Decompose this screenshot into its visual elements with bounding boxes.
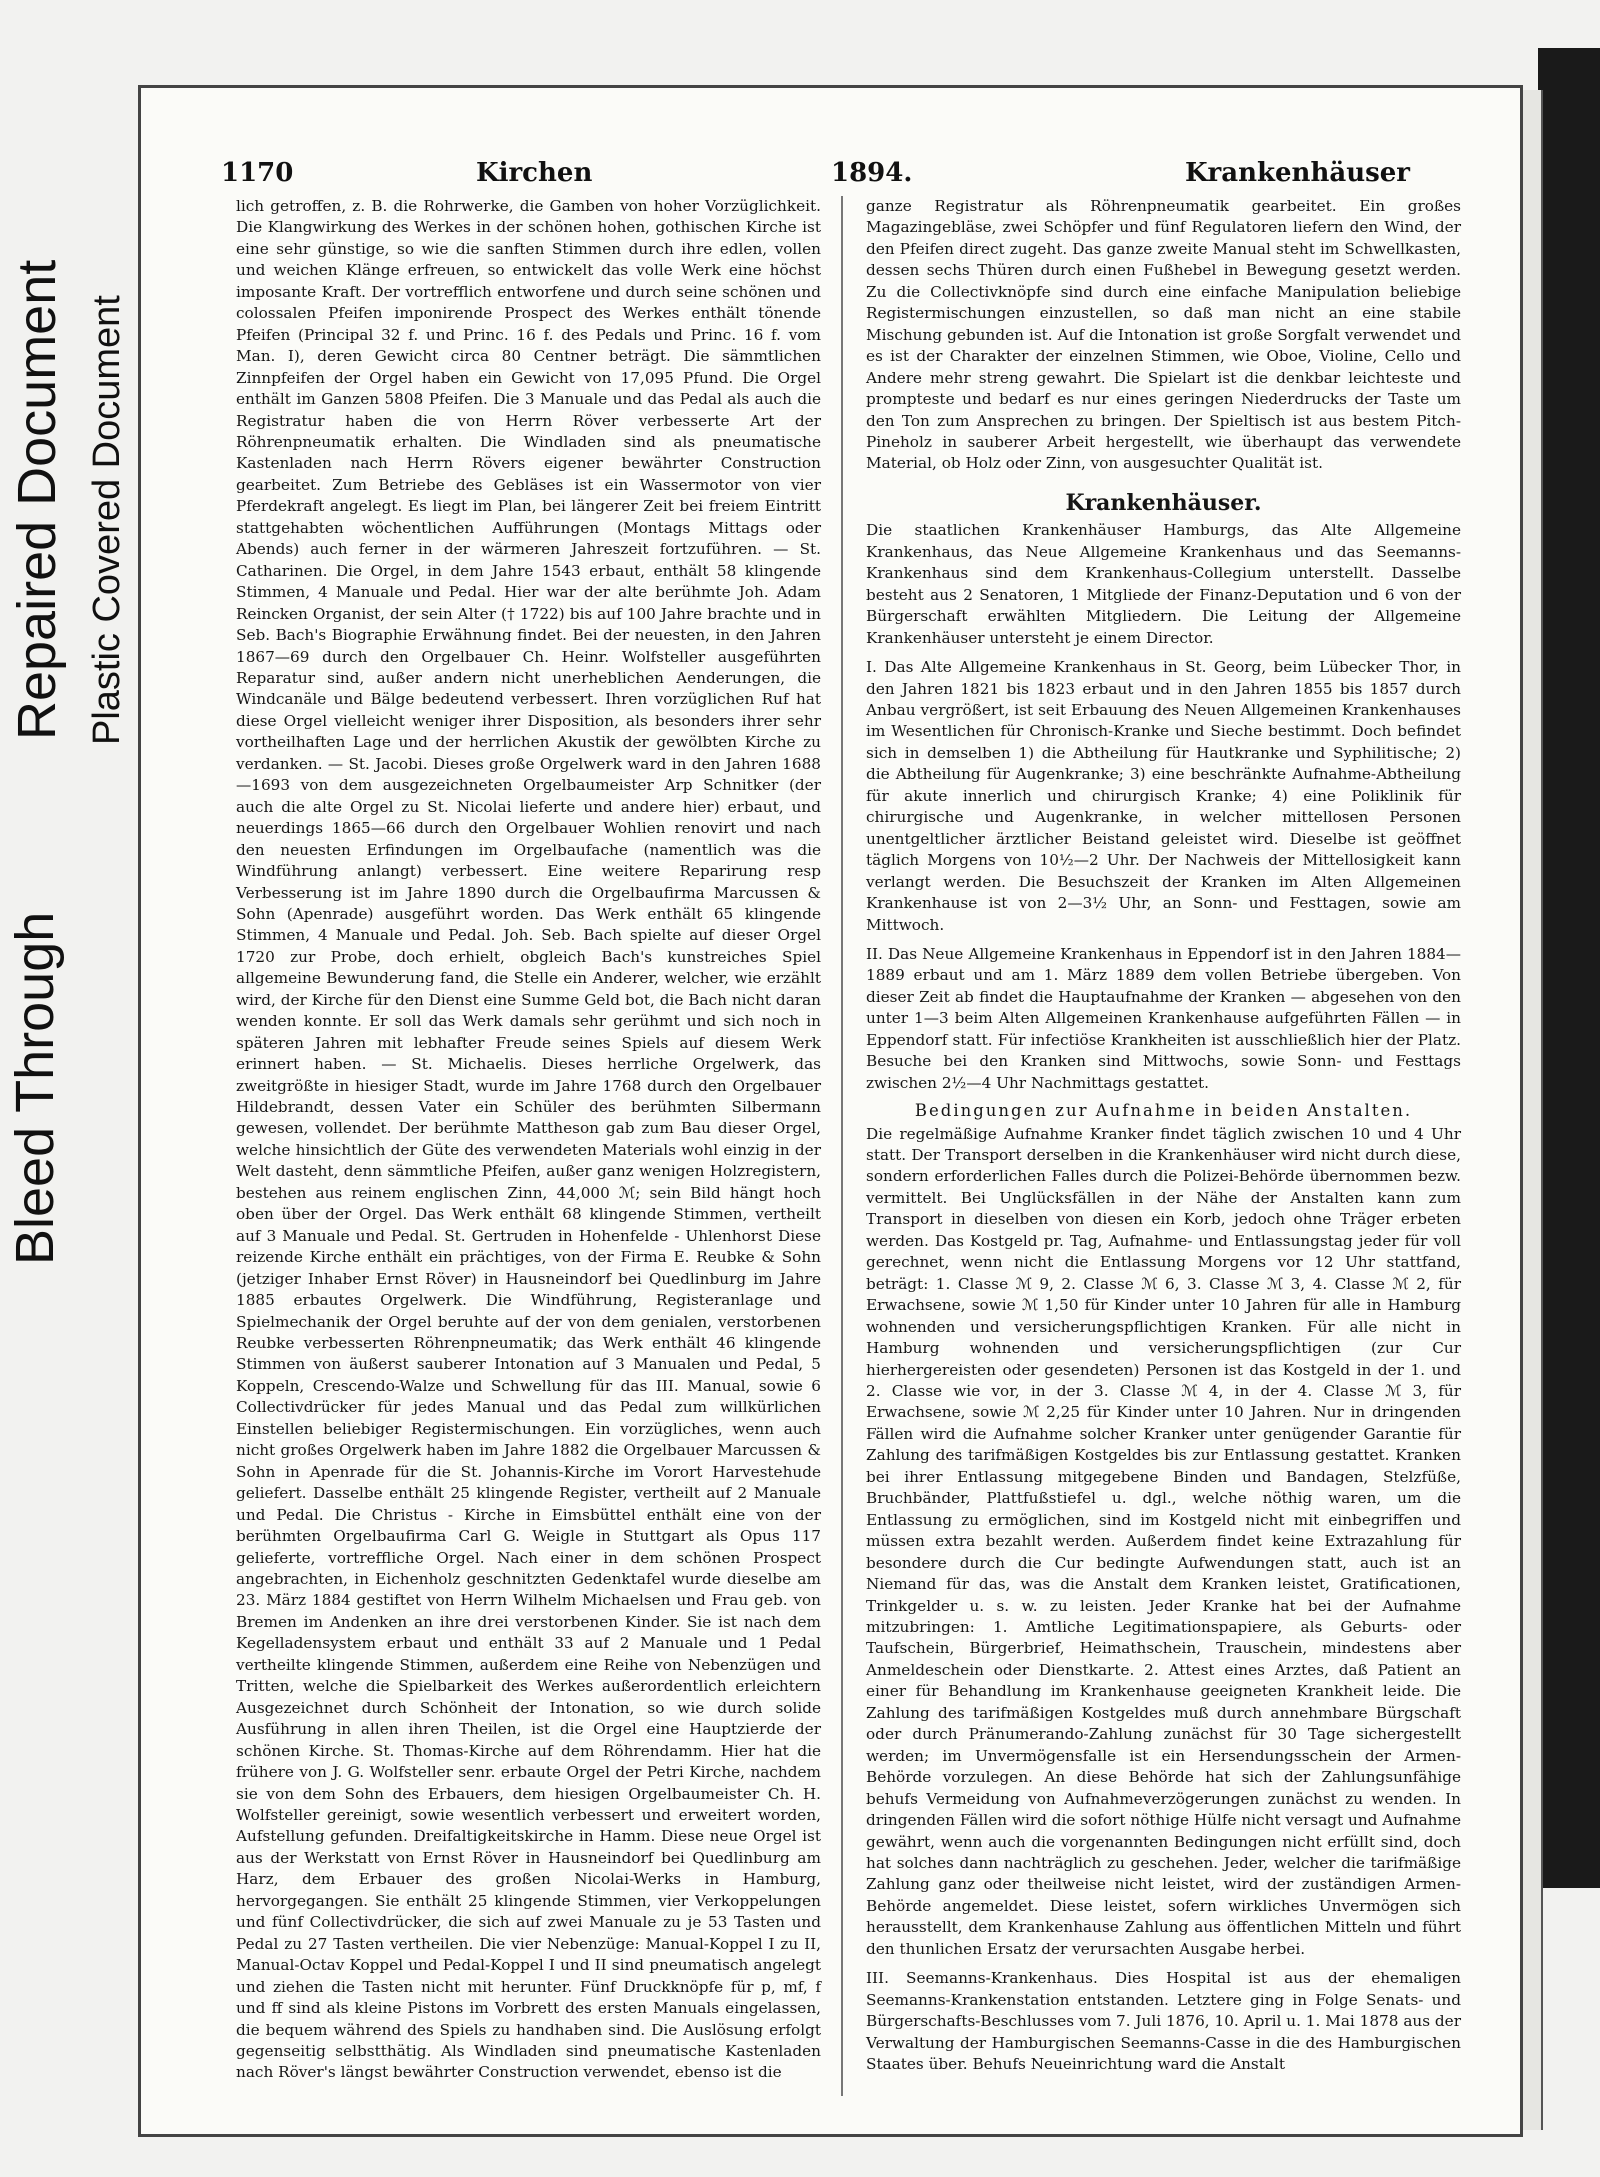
paragraph-seemanns: III. Seemanns-Krankenhaus. Dies Hospital ist aus der ehemaligen Seemanns-Krankenstation entstanden. Letztere ging in Folge Senats- und Bürgerschafts-Beschlusses vom 7. Juli 1876, 10. April u. 1. Mai 1878 aus der Verwaltung der Hamburgischen Seemanns-Casse in die des Hamburgischen Staates über. Behufs Neueinrichtung ward die Anstalt — [866, 1969, 1461, 2074]
left-column-text: lich getroffen, z. B. die Rohrwerke, die Gamben von hoher Vorzüglichkeit. Die Klangwirkung des Werkes in der schönen hohen, gothischen Kirche ist eine sehr günstige, so wie die sanften Stimmen durch ihre edlen, vollen und weichen Klänge erfreuen, so entwickelt das volle Werk eine höchst imposante Kraft. Der vortrefflich entworfene und durch seine schönen und colossalen Pfeifen imponirende Prospect des Werkes enthält tönende Pfeifen (Principal 32 f. und Princ. 16 f. des Pedals und Princ. 16 f. vom Man. I), deren Gewicht circa 80 Centner beträgt. Die sämmtlichen Zinnpfeifen der Orgel haben ein Gewicht von 17,095 Pfund. Die Orgel enthält im Ganzen 5808 Pfeifen. Die 3 Manuale und das Pedal als auch die Registratur haben die von Herrn Röver verbesserte Art der Röhrenpneumatik erhalten. Die Windladen sind als pneumatische Kastenladen nach Herrn Rövers eigener bewährter Construction gearbeitet. Zum Betriebe des Gebläses ist ein Wassermotor von vier Pferdekraft angelegt. Es liegt im Plan, bei längerer Zeit bei freiem Eintritt stattgehabten wöchentlichen Aufführungen (Montags Mittags oder Abends) auch ferner in der wärmeren Jahreszeit fortzuführen. — St. Catharinen. Die Orgel, in dem Jahre 1543 erbaut, enthält 58 klingende Stimmen, 4 Manuale und Pedal. Hier war der alte berühmte Joh. Adam Reincken Organist, der sein Alter († 1722) bis auf 100 Jahre brachte und in Seb. Bach's Biographie Erwähnung findet. Bei der neuesten, in den Jahren 1867—69 durch den Orgelbauer Ch. Heinr. Wolfsteller ausgeführten Reparatur sind, außer andern nicht unerheblichen Aenderungen, die Windcanäle und Bälge bedeutend verbessert. Ihren vorzüglichen Ruf hat diese Orgel vielleicht weniger ihrer Disposition, als besonders ihrer sehr vortheilhaften Lage und der herrlichen Akustik der gewölbten Kirche zu verdanken. — St. Jacobi. Dieses große Orgelwerk ward in den Jahren 1688—1693 von dem ausgezeichneten Orgelbaumeister Arp Schnitker (der auch die alte Orgel zu St. Nicolai lieferte und andere hier) erbaut, und neuerdings 1865—66 durch den Orgelbauer Wohlien renovirt und nach den neuesten Erfindungen im Orgelbaufache (namentlich was die Windführung anlangt) verbessert. Eine weitere Reparirung resp Verbesserung ist im Jahre 1890 durch die Orgelbaufirma Marcussen & Sohn (Apenrade) ausgeführt worden. Das Werk enthält 65 klingende Stimmen, 4 Manuale und Pedal. Joh. Seb. Bach spielte auf dieser Orgel 1720 zur Probe, doch erhielt, obgleich Bach's kunstreiches Spiel allgemeine Bewunderung fand, die Stelle ein Anderer, welcher, wie erzählt wird, der Kirche für den Dienst eine Summe Geld bot, die Bach nicht daran wenden konnte. Er soll das Werk damals sehr gerühmt und sich noch in späteren Jahren mit lebhafter Freude seines Spiels auf diesem Werk erinnert haben. — St. Michaelis. Dieses herrliche Orgelwerk, das zweitgrößte in hiesiger Stadt, wurde im Jahre 1768 durch den Orgelbauer Hildebrandt, dessen Vater ein Schüler des berühmten Silbermann gewesen, vollendet. Der berühmte Mattheson gab zum Bau dieser Orgel, welche hinsichtlich der Güte des verwendeten Materials wohl einzig in der Welt dasteht, denn sämmtliche Pfeifen, außer ganz wenigen Holzregistern, bestehen aus reinem englischen Zinn, 44,000 ℳ; sein Bild hängt hoch oben über der Orgel. Das Werk enthält 68 klingende Stimmen, vertheilt auf 3 Manuale und Pedal. St. Gertruden in Hohenfelde - Uhlenhorst Diese reizende Kirche enthält ein prächtiges, von der Firma E. Reubke & Sohn (jetziger Inhaber Ernst Röver) in Hausneindorf bei Quedlinburg im Jahre 1885 erbautes Orgelwerk. Die Windführung, Registeranlage und Spielmechanik der Orgel beruhte auf der von dem genialen, verstorbenen Reubke verbesserten Röhrenpneumatik; das Werk enthält 46 klingende Stimmen von äußerst sauberer Intonation auf 3 Manualen und Pedal, 5 Koppeln, Crescendo-Walze und Schwellung für das III. Manual, sowie 6 Collectivdrücker für jedes Manual und das Pedal zum willkürlichen Einstellen beliebiger Registermischungen. Ein vorzügliches, wenn auch nicht großes Orgelwerk haben im Jahre 1882 die Orgelbauer Marcussen & Sohn in Apenrade für die St. Johannis-Kirche im Vorort Harvestehude geliefert. Dasselbe enthält 25 klingende Register, vertheilt auf 2 Manuale und Pedal. Die Christus - Kirche in Eimsbüttel enthält eine von der berühmten Orgelbaufirma Carl G. Weigle in Stuttgart als Opus 117 gelieferte, vortreffliche Orgel. Nach einer in dem schönen Prospect angebrachten, in Eichenholz geschnitzten Gedenktafel wurde dieselbe am 23. März 1884 gestiftet von Herrn Wilhelm Michaelsen und Frau geb. von Bremen im Andenken an ihre drei verstorbenen Kinder. Sie ist nach dem Kegelladensystem erbaut und enthält 33 auf 2 Manuale und 1 Pedal vertheilte klingende Stimmen, außerdem eine Reihe von Nebenzügen und Tritten, welche die Spielbarkeit des Werkes außerordentlich erleichtern Ausgezeichnet durch Schönheit der Intonation, so wie durch solide Ausführung in allen ihren Theilen, ist die Orgel eine Hauptzierde der schönen Kirche. St. Thomas-Kirche auf dem Röhrendamm. Hier hat die frühere von J. G. Wolfsteller senr. erbaute Orgel der Petri Kirche, nachdem sie von dem Sohn des Erbauers, dem hiesigen Orgelbaumeister Ch. H. Wolfsteller gereinigt, sowie wesentlich verbessert und erweitert worden, Aufstellung gefunden. Dreifaltigkeitskirche in Hamm. Diese neue Orgel ist aus der Werkstatt von Ernst Röver in Hausneindorf bei Quedlinburg am Harz, dem Erbauer des großen Nicolai-Werks in Hamburg, hervorgegangen. Sie enthält 25 klingende Stimmen, vier Verkoppelungen und fünf Collectivdrücker, die sich auf zwei Manuale zu je 53 Tasten und Pedal zu 27 Tasten vertheilen. Die vier Nebenzüge: Manual-Koppel I zu II, Manual-Octav Koppel und Pedal-Koppel I und II sind pneumatisch angelegt und ziehen die Tasten nicht mit herunter. Fünf Druckknöpfe für p, mf, f und ff sind als kleine Pistons im Vorbrett des ersten Manuals eingelassen, die bequem während des Spiels zu handhaben sind. Die Auslösung erfolgt gegenseitig selbstthätig. Als Windladen sind pneumatische Kastenladen nach Röver's längst bewährter Construction verwendet, ebenso ist die — [236, 197, 821, 2082]
right-column-intro: ganze Registratur als Röhrenpneumatik gearbeitet. Ein großes Magazingebläse, zwei Schöpfer und fünf Regulatoren liefern den Wind, der den Pfeifen direct zugeht. Das ganze zweite Manual steht im Schwellkasten, dessen sechs Thüren durch einen Fußhebel in Bewegung gesetzt werden. Zu die Collectivknöpfe sind durch eine einfache Manipulation beliebige Registermischungen einzustellen, so daß man nicht an eine stabile Mischung gebunden ist. Auf die Intonation ist große Sorgfalt verwendet und es ist der Charakter der einzelnen Stimmen, wie Oboe, Violine, Cello und Andere mehr streng gewahrt. Die Spielart ist die denkbar leichteste und prompteste und bedarf es nur eines geringen Niederdrucks der Taste um den Ton zum Ansprechen zu bringen. Der Spieltisch ist aus bestem Pitch-Pineholz in sauberer Arbeit hergestellt, wie überhaupt das verwendete Material, ob Holz oder Zinn, von ausgesuchter Qualität ist. — [866, 197, 1461, 473]
running-head-right: Krankenhäuser — [1184, 158, 1410, 188]
paragraph-neue-allgemeine: II. Das Neue Allgemeine Krankenhaus in Eppendorf ist in den Jahren 1884—1889 erbaut und am 1. März 1889 dem vollen Betriebe übergeben. Von dieser Zeit ab findet die Hauptaufnahme der Kranken — abgesehen von den unter 1—3 beim Alten Allgemeinen Krankenhause aufgeführten Fällen — in Eppendorf statt. Für infectiöse Krankheiten ist ausschließlich hier der Platz. Besuche bei den Kranken sind Mittwochs, sowie Sonn- und Festtags zwischen 2½—4 Uhr Nachmittags gestattet. — [866, 944, 1461, 1092]
scan-background-edge — [1538, 48, 1600, 1888]
page-number: 1170 — [221, 158, 294, 188]
running-head-year: 1894. — [831, 158, 913, 188]
column-divider — [841, 196, 843, 2096]
paragraph-conditions: Die regelmäßige Aufnahme Kranker findet täglich zwischen 10 und 4 Uhr statt. Der Transport derselben in die Krankenhäuser wird nicht durch diese, sondern erforderlichen Falles durch die Polizei-Behörde übernommen bezw. vermittelt. Bei Unglücksfällen in der Nähe der Anstalten kann zum Transport in dieselben von diesen ein Korb, jedoch ohne Träger erbeten werden. Das Kostgeld pr. Tag, Aufnahme- und Entlassungstag jeder für voll gerechnet, wenn nicht die Entlassung Morgens vor 12 Uhr stattfand, beträgt: 1. Classe ℳ 9, 2. Classe ℳ 6, 3. Classe ℳ 3, 4. Classe ℳ 2, für Erwachsene, sowie ℳ 1,50 für Kinder unter 10 Jahren für alle in Hamburg wohnenden und versicherungspflichtigen Kranken. Für alle nicht in Hamburg wohnenden und versicherungspflichtigen (zur Cur hierhergereisten oder gesendeten) Personen ist das Kostgeld in der 1. und 2. Classe wie vor, in der 3. Classe ℳ 4, in der 4. Classe ℳ 3, für Erwachsene, sowie ℳ 2,25 für Kinder unter 10 Jahren. Nur in dringenden Fällen wird die Aufnahme solcher Kranker unter genügender Garantie für Zahlung des tarifmäßigen Kostgeldes bis zur Entlassung gestattet. Kranken bei ihrer Entlassung mitgegebene Binden und Bandagen, Stelzfüße, Bruchbänder, Plattfußstiefel u. dgl., welche nöthig waren, um die Entlassung zu ermöglichen, sind im Kostgeld nicht mit einbegriffen und müssen extra bezahlt werden. Außerdem findet keine Extrazahlung für besondere durch die Cur bedingte Aufwendungen statt, auch ist an Niemand für das, was die Anstalt dem Kranken leistet, Gratificationen, Trinkgelder u. s. w. zu leisten. Jeder Kranke hat bei der Aufnahme mitzubringen: 1. Amtliche Legitimationspapiere, als Geburts- oder Taufschein, Bürgerbrief, Heimathschein, Trauschein, mindestens aber Anmeldeschein oder Dienstkarte. 2. Attest eines Arztes, daß Patient an einer für Behandlung im Krankenhause geeigneten Krankheit leide. Die Zahlung des tarifmäßigen Kostgeldes muß durch annehmbare Bürgschaft oder durch Pränumerando-Zahlung zunächst für 30 Tage sichergestellt werden; im Unvermögensfalle ist ein Hersendungsschein der Armen-Behörde vorzulegen. An diese Behörde hat sich der Zahlungsunfähige behufs Vermeidung von Aufnahmeverzögerungen zunächst zu wenden. In dringenden Fällen wird die sofort nöthige Hülfe nicht versagt und Aufnahme gewährt, wenn auch die vorgenannten Bedingungen nicht erfüllt sind, doch hat solches dann nachträglich zu geschehen. Jeder, welcher die tarifmäßige Zahlung ganz oder theilweise nicht leistet, wird der zuständigen Armen-Behörde angemeldet. Diese leistet, sofern wirkliches Unvermögen sich herausstellt, dem Krankenhause Zahlung aus öffentlichen Mitteln und führt den thunlichen Ersatz der verursachten Ausgabe herbei. — [866, 1124, 1461, 1958]
scan-label-repaired: Repaired Document — [7, 259, 67, 740]
paragraph-alte-allgemeine: I. Das Alte Allgemeine Krankenhaus in St. Georg, beim Lübecker Thor, in den Jahren 1821 bis 1823 erbaut und in den Jahren 1855 bis 1857 durch Anbau vergrößert, ist seit Erbauung des Neuen Allgemeinen Krankenhauses im Wesentlichen für Chronisch-Kranke und Sieche bestimmt. Doch befindet sich in demselben 1) die Abtheilung für Hautkranke und Syphilitische; 2) die Abtheilung für Augenkranke; 3) eine beschränkte Aufnahme-Abtheilung für akute innerlich und chirurgisch Kranke; 4) eine Poliklinik für chirurgische und Augenkranke, in welcher mittellosen Personen unentgeltlicher ärztlicher Beistand geleistet wird. Dieselbe ist geöffnet täglich Morgens von 10½—2 Uhr. Der Nachweis der Mittellosigkeit kann verlangt werden. Die Besuchszeit der Kranken im Alten Allgemeinen Krankenhause ist von 2—3½ Uhr, an Sonn- und Festtagen, sowie am Mittwoch. — [866, 658, 1461, 934]
paragraph-overview: Die staatlichen Krankenhäuser Hamburgs, das Alte Allgemeine Krankenhaus, das Neue Allgemeine Krankenhaus und das Seemanns-Krankenhaus sind dem Krankenhaus-Collegium unterstellt. Dasselbe besteht aus 2 Senatoren, 1 Mitgliede der Finanz-Deputation und 6 von der Bürgerschaft erwählten Mitgliedern. Die Leitung der Allgemeine Krankenhäuser untersteht je einem Director. — [866, 521, 1461, 647]
right-column — [866, 196, 1461, 2076]
page-edge-right — [1523, 90, 1543, 2130]
scan-label-plastic-covered: Plastic Covered Document — [86, 295, 128, 745]
subheading-conditions: Bedingungen zur Aufnahme in beiden Anstalten. — [914, 1101, 1413, 1121]
section-title: Krankenhäuser. — [1065, 489, 1262, 516]
document-page — [138, 85, 1523, 2137]
running-head-left: Kirchen — [476, 158, 593, 188]
left-column — [236, 196, 821, 2084]
page-header — [191, 158, 1450, 192]
scan-label-bleed-through: Bleed Through — [5, 911, 65, 1265]
